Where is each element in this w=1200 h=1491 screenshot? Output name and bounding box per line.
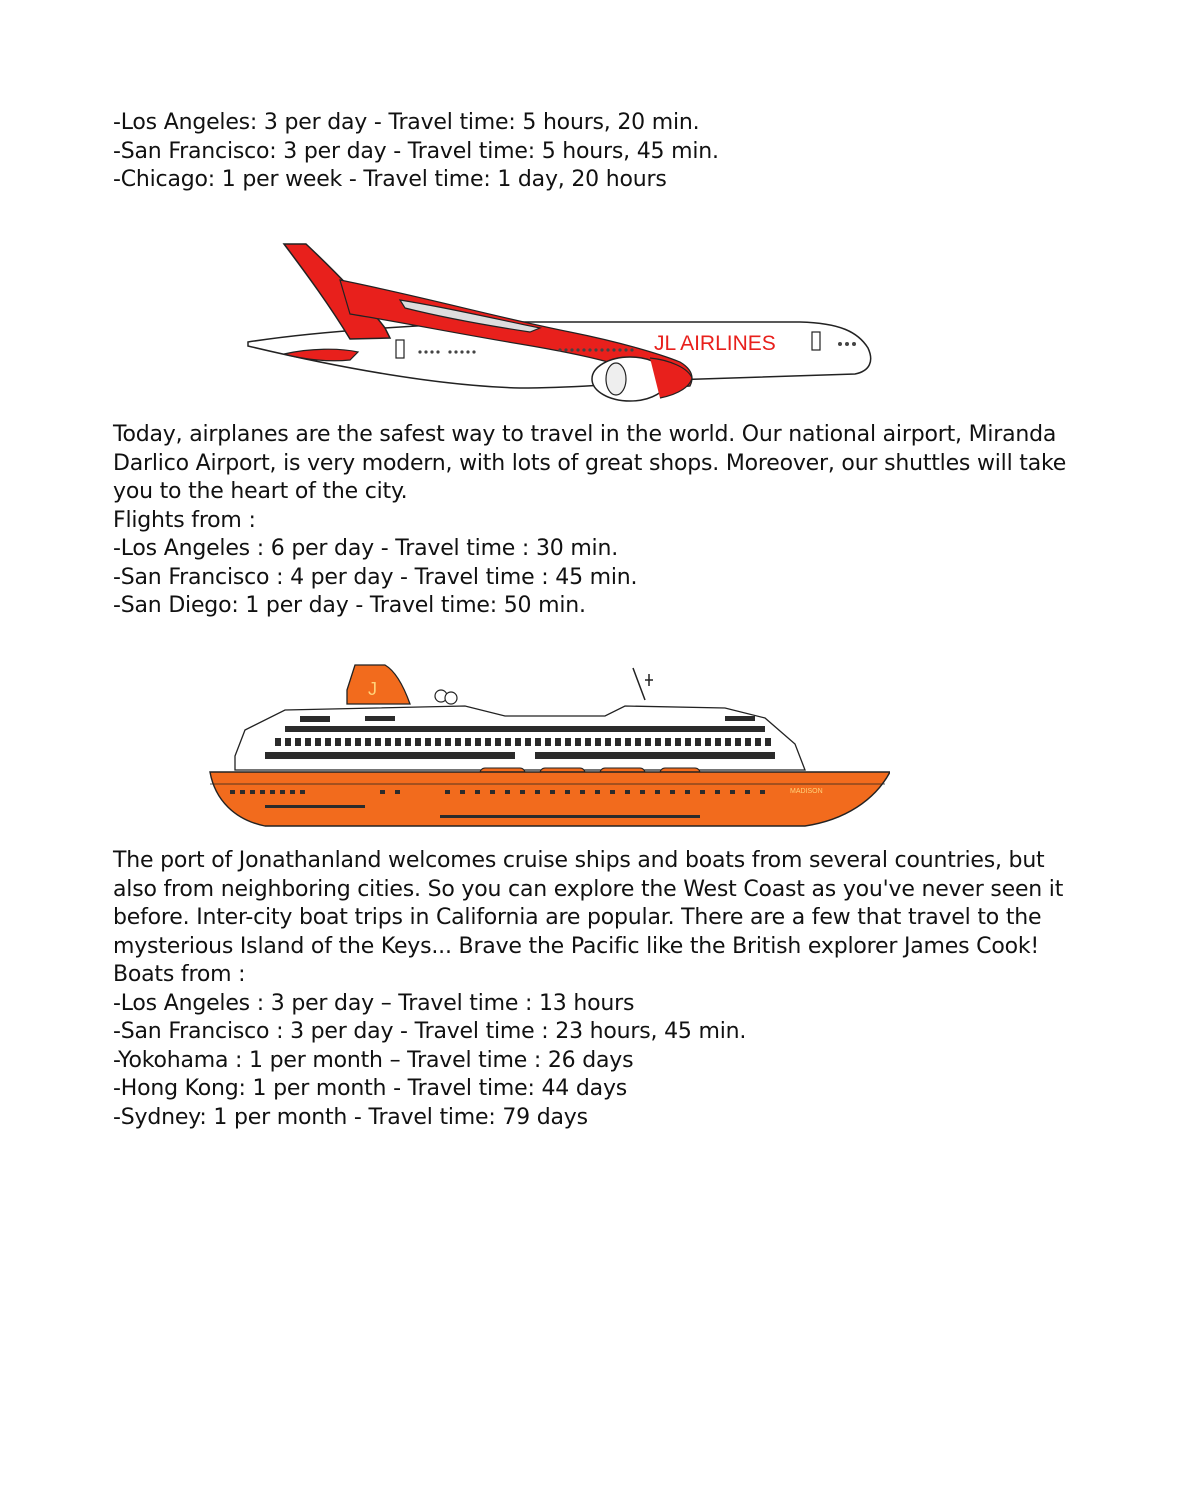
ship-funnel: [347, 665, 410, 704]
list-item: -San Francisco: 3 per day - Travel time: 5 hours, 45 min.: [113, 138, 719, 164]
list-item: -San Francisco : 4 per day - Travel time : 45 min.: [113, 564, 638, 590]
list-item: -Yokohama : 1 per month – Travel time : 26 days: [113, 1047, 634, 1073]
list-item: -Sydney: 1 per month - Travel time: 79 days: [113, 1104, 588, 1130]
list-item: -Los Angeles : 3 per day – Travel time : 13 hours: [113, 990, 635, 1016]
list-item: -San Diego: 1 per day - Travel time: 50 min.: [113, 593, 586, 618]
ship-hull-name: MADISON: [790, 788, 823, 795]
airplane-livery: JL AIRLINES: [654, 332, 776, 355]
ship-funnel-letter: J: [368, 679, 377, 699]
list-item: -Los Angeles: 3 per day - Travel time: 5 hours, 20 min.: [113, 110, 700, 135]
list-item: -Hong Kong: 1 per month - Travel time: 44 days: [113, 1076, 628, 1101]
flights-heading: Flights from :: [113, 507, 256, 533]
train-routes-list: [113, 109, 1073, 195]
boats-heading: Boats from :: [113, 962, 246, 987]
list-item: -San Francisco : 3 per day - Travel time : 23 hours, 45 min.: [113, 1019, 747, 1044]
sea-travel-intro: The port of Jonathanland welcomes cruise ships and boats from several countries, but also from neighboring cities. So you can explore the West Coast as you've never seen it before. Inter-city boat trips in California are popular. There are a few that travel to the mysterious Island of the Keys... Brave the Pacific like the British explorer James Cook!: [113, 848, 1064, 959]
airplane-illustration: [240, 236, 885, 408]
sea-travel-section: [113, 847, 1073, 1132]
list-item: -Chicago: 1 per week - Travel time: 1 day, 20 hours: [113, 167, 667, 192]
list-item: -Los Angeles : 6 per day - Travel time : 30 min.: [113, 536, 619, 561]
cruise-ship-illustration: [205, 660, 890, 832]
air-travel-section: [113, 421, 1073, 621]
air-travel-intro: Today, airplanes are the safest way to travel in the world. Our national airport, Miranda Darlico Airport, is very modern, with lots of great shops. Moreover, our shuttles will take you to the heart of the city.: [113, 422, 1067, 504]
